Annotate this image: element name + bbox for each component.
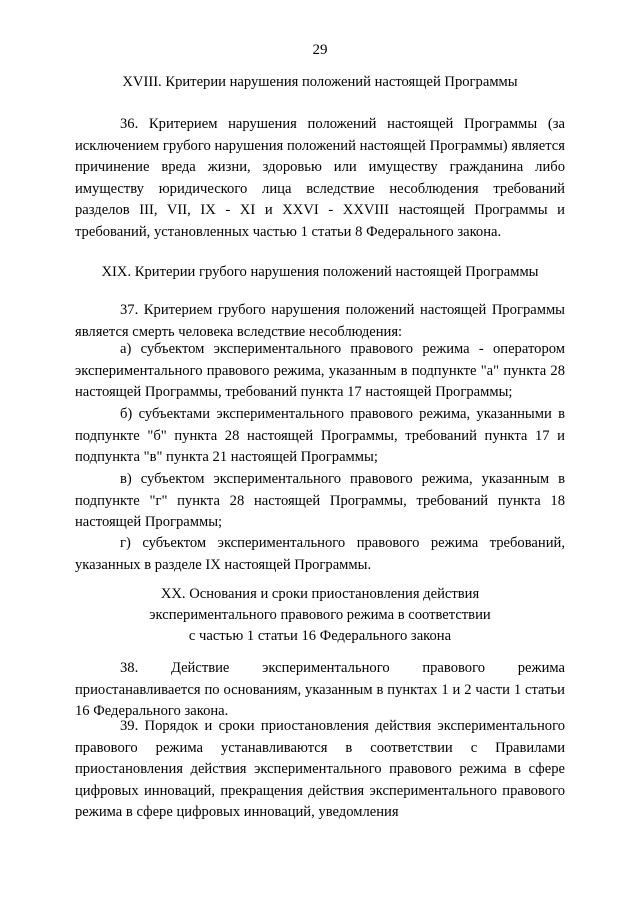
page-number: 29 [312,42,328,58]
section-heading-line: с частью 1 статьи 16 Федерального закона [188,628,452,644]
paragraph: а) субъектом экспериментального правового режима - оператором экспериментального правового режима, указанным в подпункте "а" пункта 28 настоящей Программы, требований пункта 17 настоящей Программы; [75,341,565,401]
paragraph: 37. Критерием грубого нарушения положений настоящей Программы является смерть человека вследствие несоблюдения: [75,302,565,340]
section-heading-line: XX. Основания и сроки приостановления действия [160,586,480,602]
paragraph: 38. Действие экспериментального правового режима приостанавливается по основаниям, указанным в пунктах 1 и 2 части 1 статьи 16 Федерального закона. [75,660,565,720]
paragraph: 39. Порядок и сроки приостановления действия экспериментального правового режима устанавливаются в соответствии с Правилами приостановления действия экспериментального правового режима в сфере цифровых инноваций, прекращения действия экспериментального правового режима в сфере цифровых инноваций, уведомления [75,718,565,821]
section-heading-line: экспериментального правового режима в соответствии [149,607,491,623]
paragraph: 36. Критерием нарушения положений настоящей Программы (за исключением грубого нарушения положений настоящей Программы) является причинение вреда жизни, здоровью или имуществу гражданина либо имуществу юридического лица вследствие несоблюдения требований разделов III, VII, IX - XI и XXVI - XXVIII настоящей Программы и требований, установленных частью 1 статьи 8 Федерального закона. [75,116,565,240]
paragraph: б) субъектами экспериментального правового режима, указанными в подпункте "б" пункта 28 настоящей Программы, требований пункта 17 и подпункта "в" пункта 21 настоящей Программы; [75,406,565,466]
paragraph: в) субъектом экспериментального правового режима, указанным в подпункте "г" пункта 28 настоящей Программы, требований пункта 18 настоящей Программы; [75,471,565,531]
section-heading: XVIII. Критерии нарушения положений настоящей Программы [122,74,518,90]
paragraph: г) субъектом экспериментального правового режима требований, указанных в разделе IX настоящей Программы. [75,535,565,573]
section-heading: XIX. Критерии грубого нарушения положений настоящей Программы [101,264,539,280]
